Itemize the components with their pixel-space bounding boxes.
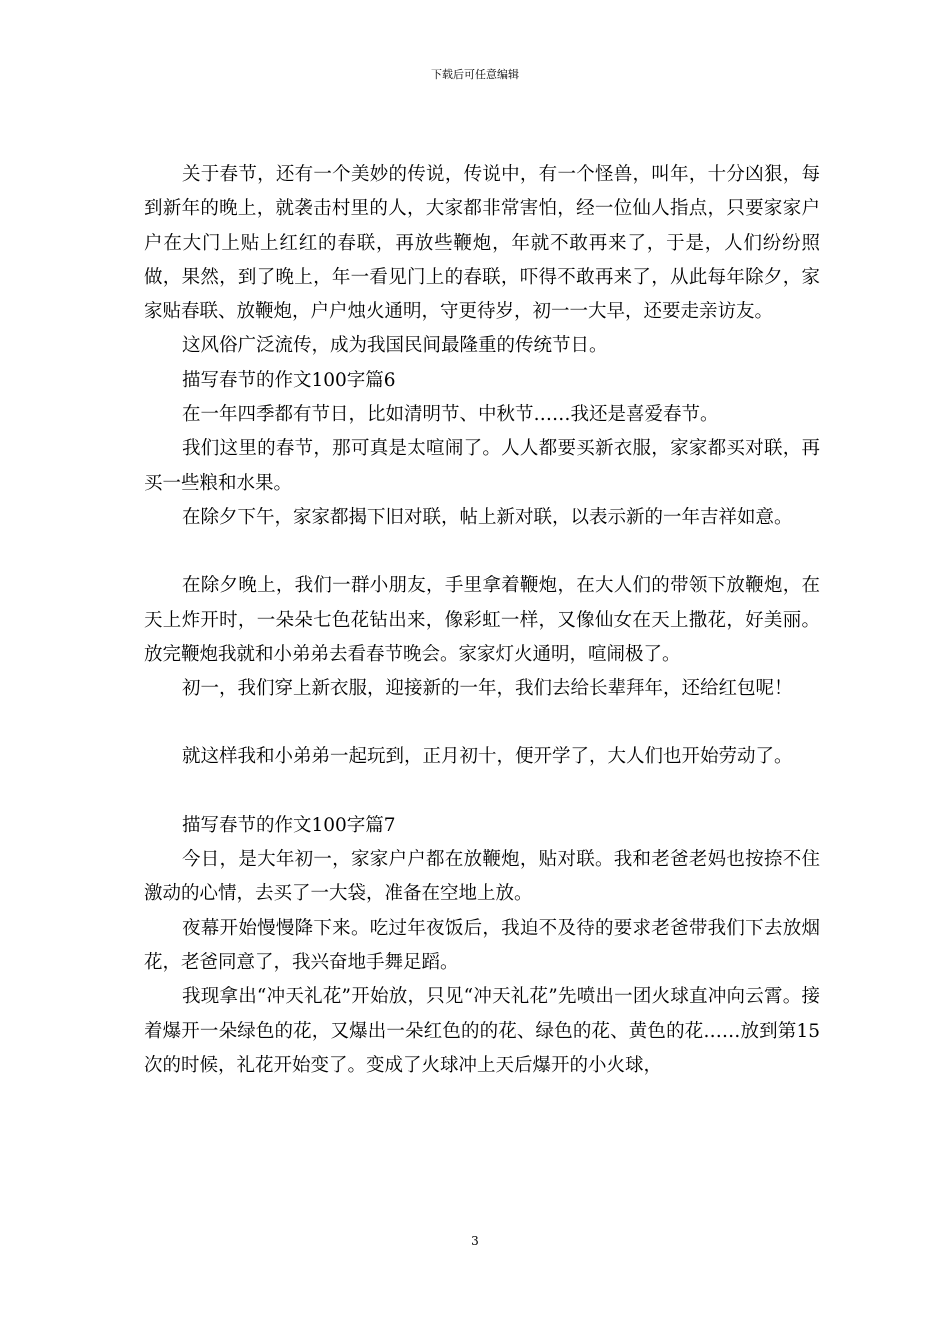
blank-line: [144, 535, 820, 569]
paragraph: 在除夕晚上，我们一群小朋友，手里拿着鞭炮，在大人们的带领下放鞭炮，在天上炸开时，一朵朵七色花钻出来，像彩虹一样，又像仙女在天上撒花，好美丽。放完鞭炮我就和小弟弟去看春节晚会。家家灯火通明，喧闹极了。: [144, 575, 820, 665]
paragraph: 初一，我们穿上新衣服，迎接新的一年，我们去给长辈拜年，还给红包呢！: [182, 678, 793, 700]
paragraph: 关于春节，还有一个美妙的传说，传说中，有一个怪兽，叫年，十分凶狠，每到新年的晚上，就袭击村里的人，大家都非常害怕，经一位仙人指点，只要家家户户在大门上贴上红红的春联，再放些鞭炮，年就不敢再来了，于是，人们纷纷照做，果然，到了晚上，年一看见门上的春联，吓得不敢再来了，从此每年除夕，家家贴春联、放鞭炮，户户烛火通明，守更待岁，初一一大早，还要走亲访友。: [144, 164, 820, 323]
blank-line: [144, 706, 820, 740]
paragraph: 今日，是大年初一，家家户户都在放鞭炮，贴对联。我和老爸老妈也按捺不住激动的心情，去买了一大袋，准备在空地上放。: [144, 849, 820, 905]
paragraph: 在除夕下午，家家都揭下旧对联，帖上新对联，以表示新的一年吉祥如意。: [182, 506, 793, 528]
paragraph: 我现拿出“冲天礼花”开始放，只见“冲天礼花”先喷出一团火球直冲向云霄。接着爆开一朵绿色的花，又爆出一朵红色的的花、绿色的花、黄色的花……放到第15次的时候，礼花开始变了。变成了火球冲上天后爆开的小火球，: [144, 986, 820, 1076]
paragraph: 我们这里的春节，那可真是太喧闹了。人人都要买新衣服，家家都买对联，再买一些粮和水果。: [144, 438, 820, 494]
page-number: 3: [471, 1234, 479, 1248]
paragraph: 夜幕开始慢慢降下来。吃过年夜饭后，我迫不及待的要求老爸带我们下去放烟花，老爸同意了，我兴奋地手舞足蹈。: [144, 917, 820, 973]
paragraph: 就这样我和小弟弟一起玩到，正月初十，便开学了，大人们也开始劳动了。: [182, 746, 793, 768]
page-header: 下载后可任意编辑: [431, 68, 519, 81]
section-heading: 描写春节的作文100字篇7: [182, 814, 396, 836]
paragraph: 这风俗广泛流传，成为我国民间最隆重的传统节日。: [182, 335, 608, 357]
blank-line: [144, 775, 820, 809]
section-heading: 描写春节的作文100字篇6: [182, 369, 396, 391]
document-body: [144, 158, 820, 1083]
paragraph: 在一年四季都有节日，比如清明节、中秋节……我还是喜爱春节。: [182, 404, 719, 426]
